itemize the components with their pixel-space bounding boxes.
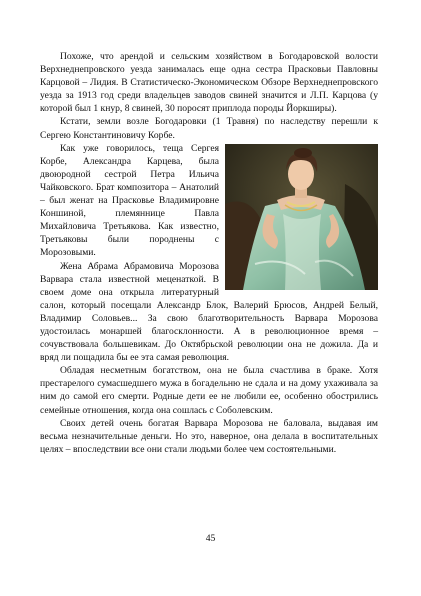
portrait-painting (225, 144, 378, 290)
body-text (40, 50, 378, 456)
paragraph-1: Похоже, что арендой и сельским хозяйством в Богодаровской волости Верхнеднепровского уезда занималась еще одна сестра Прасковьи Павловны Карцовой – Лидия. В Статистическо-Экономическом Обзоре Верхнеднепровского уезда за 1913 год среди владельцев заводов свиней значится и Л.П. Карцова (у которой был 1 кнур, 8 свиней, 30 поросят приплода породы Йоркширы). (40, 51, 378, 115)
paragraph-2: Кстати, земли возле Богодаровки (1 Травня) по наследству перешли к Сергею Константиновичу Корбе. (40, 116, 378, 141)
paragraph-6: Своих детей очень богатая Варвара Морозова не баловала, выдавая им весьма незначительные деньги. Но это, наверное, она делала в воспитательных целях – впоследствии все они стали людьми более чем состоятельными. (40, 417, 378, 455)
paragraph-5: Обладая несметным богатством, она не была счастлива в браке. Хотя престарелого сумасшедшего мужа в богадельню не сдала и на дому ухаживала за ним до самой его смерти. Родные дети ее не любили ее, особенно обострились семейные отношения, когда она сошлась с Соболевским. (40, 365, 378, 416)
paragraph-3: Как уже говорилось, теща Сергея Корбе, Александра Карцева, была двоюродной сестрой Петра Ильича Чайковского. Брат композитора – Анатолий – был женат на Прасковье Владимировне Коншиной, племяннице Павла Михайловича Третьякова. Как известно, Третьяковы были породнены с Морозовыми. (40, 142, 219, 259)
portrait-image (225, 144, 378, 290)
paragraph-4: Жена Абрама Абрамовича Морозова Варвара стала известной меценаткой. В своем доме она открыла литературный салон, который посещали Александр Блок, Валерий Брюсов, Андрей Белый, Владимир Соловьев... За свою благотворительность Варвара Морозова удостоилась монаршей благосклонности. А в революционное время – сочувствовала большевикам. До Октябрьской революции она не дожила. Да и вряд ли пощадила бы ее эта самая революция. (40, 260, 378, 364)
page-number: 45 (205, 533, 216, 544)
